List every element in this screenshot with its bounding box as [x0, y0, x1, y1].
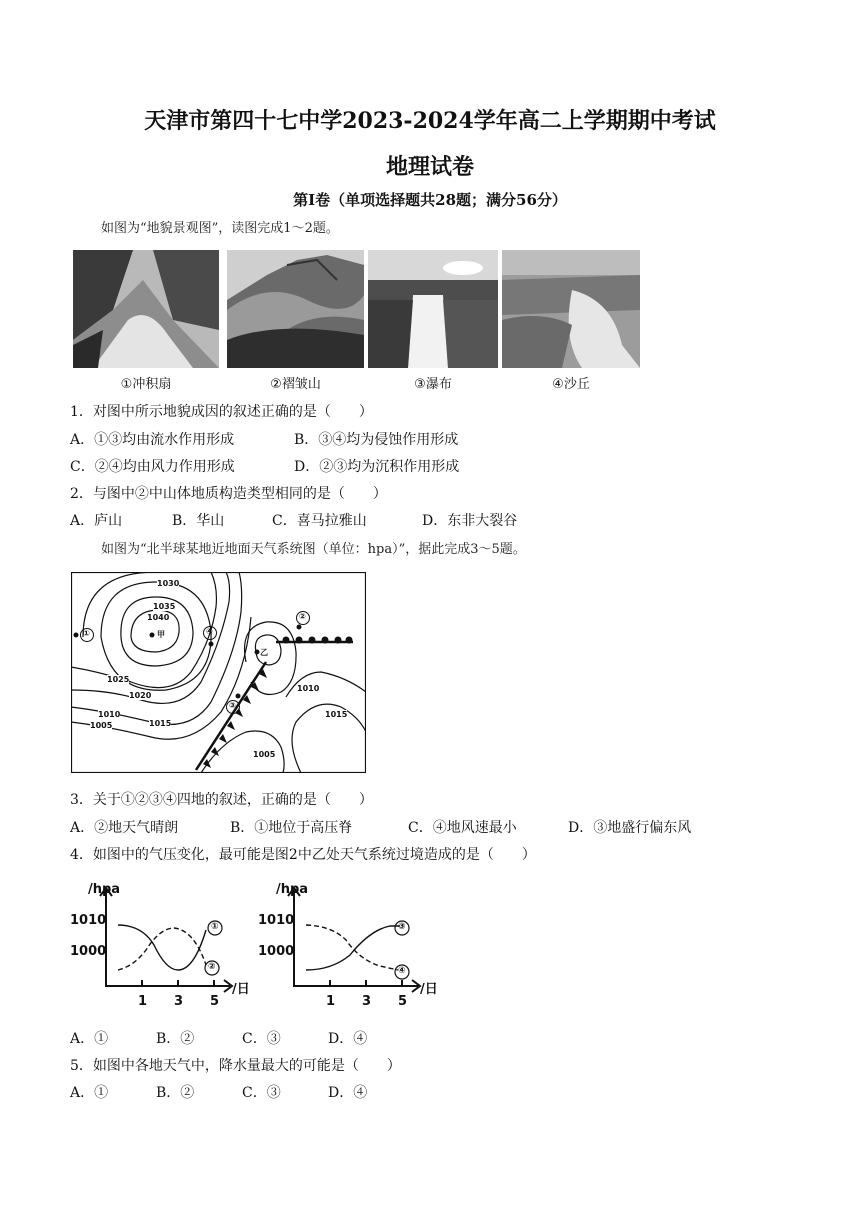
series-label-2: ② [208, 962, 216, 972]
question-1-stem: 1．对图中所示地貌成因的叙述正确的是（ ） [70, 404, 373, 420]
option-d: D．④ [328, 1031, 368, 1047]
isobar-label: 1025 [107, 675, 130, 684]
center-label-yi: 乙 [260, 648, 268, 657]
question-5-options [70, 1082, 367, 1102]
point-label-4: ④ [206, 627, 213, 636]
x-tick-3-right: 3 [362, 994, 372, 1009]
isobar-label: 1015 [325, 710, 348, 719]
photo-caption: ④沙丘 [552, 377, 590, 392]
photo-waterfall [368, 250, 498, 390]
y-unit-left: /hpa [88, 882, 121, 897]
y-tick-1000-right: 1000 [258, 944, 295, 959]
isobar-label: 1015 [149, 719, 172, 728]
option-c: C．②④均由风力作用形成 [70, 459, 235, 475]
photo-caption: ②褶皱山 [270, 377, 321, 392]
series-label-4: ④ [398, 966, 406, 976]
question-4-stem: 4．如图中的气压变化，最可能是图2中乙处天气系统过境造成的是（ ） [70, 847, 536, 863]
question-3-options [70, 817, 691, 837]
question-3-stem: 3．关于①②③④四地的叙述，正确的是（ ） [70, 792, 373, 808]
block1-intro: 如图为“地貌景观图”，读图完成1～2题。 [101, 221, 339, 236]
point-label-3: ③ [229, 701, 236, 710]
isobar-label: 1010 [297, 684, 320, 693]
photo-alluvial-fan [73, 250, 219, 390]
block2-intro: 如图为“北半球某地近地面天气系统图（单位：hpa）”，据此完成3～5题。 [101, 542, 526, 557]
point-label-1: ① [83, 629, 90, 638]
section-heading: 第Ⅰ卷（单项选择题共28题；满分56分） [293, 191, 567, 209]
question-2-options [70, 510, 517, 530]
exam-title: 天津市第四十七中学2023-2024学年高二上学期期中考试 [144, 108, 716, 134]
isobar-label: 1020 [129, 691, 152, 700]
y-tick-1010-right: 1010 [258, 913, 295, 928]
x-unit-right: /日 [420, 982, 438, 997]
question-1-options [70, 429, 458, 449]
x-unit-left: /日 [232, 982, 250, 997]
option-b: B．③④均为侵蚀作用形成 [294, 432, 459, 448]
option-b: B．② [156, 1031, 195, 1047]
option-d: D．②③均为沉积作用形成 [294, 459, 460, 475]
question-4-options [70, 1028, 367, 1048]
weather-map [71, 572, 366, 773]
isobar-label: 1035 [153, 602, 176, 611]
x-tick-5-left: 5 [210, 994, 220, 1009]
option-b: B．② [156, 1085, 195, 1101]
photo-fold-mountain [227, 250, 364, 390]
option-c: C．③ [242, 1085, 281, 1101]
option-b: B．①地位于高压脊 [230, 820, 353, 836]
option-c: C．④地风速最小 [408, 820, 517, 836]
option-a: A．庐山 [70, 513, 123, 529]
isobar-label: 1005 [90, 721, 113, 730]
isobar-label: 1005 [253, 750, 276, 759]
isobar-label: 1030 [157, 579, 180, 588]
option-b: B．华山 [172, 513, 225, 529]
x-tick-3-left: 3 [174, 994, 184, 1009]
option-a: A．②地天气晴朗 [70, 820, 179, 836]
isobar-label: 1010 [98, 710, 121, 719]
y-tick-1010-left: 1010 [70, 913, 107, 928]
exam-subtitle: 地理试卷 [385, 154, 474, 180]
question-2-stem: 2．与图中②中山体地质构造类型相同的是（ ） [70, 486, 387, 502]
option-a: A．① [70, 1085, 109, 1101]
series-label-1: ① [211, 922, 219, 932]
x-tick-1-left: 1 [138, 994, 148, 1009]
x-tick-1-right: 1 [326, 994, 336, 1009]
series-label-3: ③ [398, 922, 406, 932]
photo-sand-dune [502, 250, 640, 390]
pressure-graphs [70, 880, 450, 1015]
y-tick-1000-left: 1000 [70, 944, 107, 959]
option-d: D．③地盛行偏东风 [568, 820, 692, 836]
option-d: D．东非大裂谷 [422, 513, 518, 529]
photo-caption: ①冲积扇 [120, 377, 172, 392]
question-5-stem: 5．如图中各地天气中，降水量最大的可能是（ ） [70, 1058, 401, 1074]
option-a: A．①③均由流水作用形成 [70, 432, 235, 448]
option-c: C．③ [242, 1031, 281, 1047]
option-a: A．① [70, 1031, 109, 1047]
isobar-label: 1040 [147, 613, 170, 622]
photo-caption: ③瀑布 [414, 377, 452, 392]
question-1-options-2 [70, 456, 459, 476]
center-label-jia: 甲 [157, 630, 165, 639]
y-unit-right: /hpa [276, 882, 309, 897]
x-tick-5-right: 5 [398, 994, 408, 1009]
option-c: C．喜马拉雅山 [272, 513, 367, 529]
option-d: D．④ [328, 1085, 368, 1101]
point-label-2: ② [299, 612, 306, 621]
